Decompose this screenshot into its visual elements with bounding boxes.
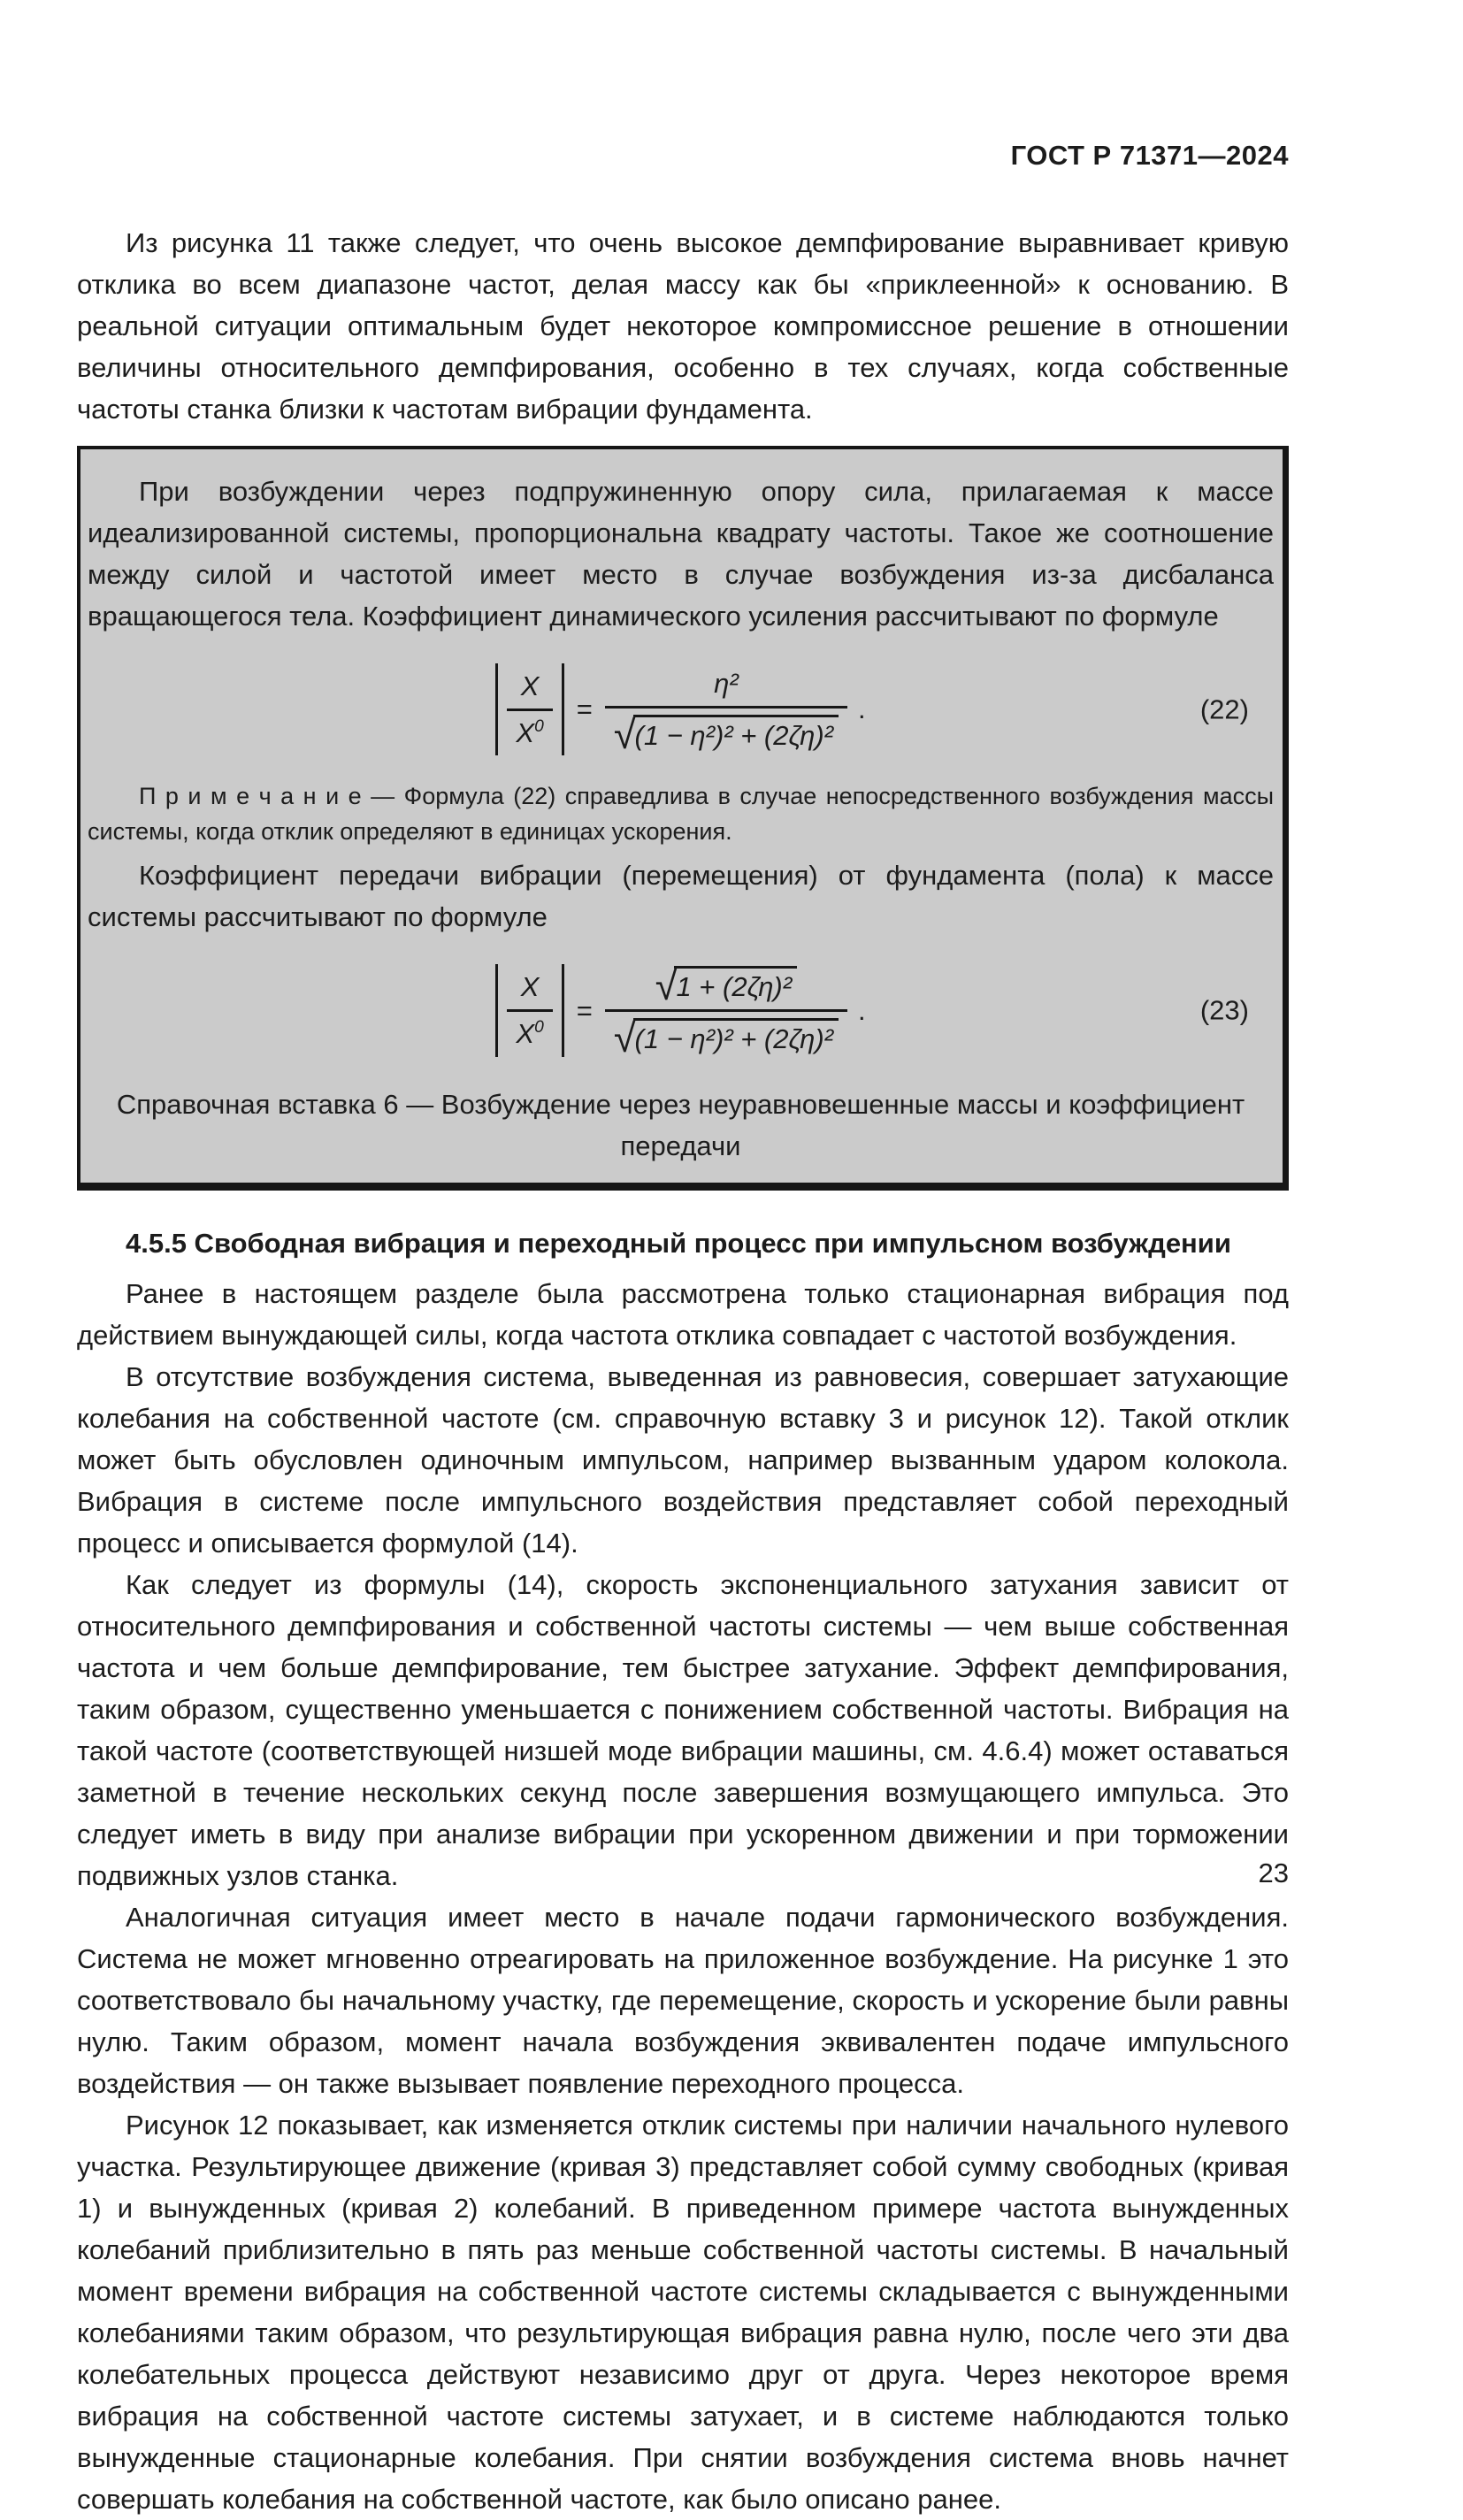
formula-period: . (857, 994, 866, 1026)
lhs-denominator-subscript: 0 (534, 716, 544, 736)
body-paragraph: В отсутствие возбуждения система, выведенная из равновесия, совершает затухающие колебания на собственной частоте (см. справочную вставку 3 и рисунок 12). Такой отклик может быть обусловлен одиночным импульсом, например вызванным ударом колокола. Вибрация в системе после импульсного воздействия представляет собой переходный процесс и описывается формулой (14). (77, 1360, 1289, 1559)
absolute-value-bars (495, 663, 563, 755)
equals-sign: = (576, 994, 593, 1026)
info-box-paragraph-2: Коэффициент передачи вибрации (перемещения) от фундамента (пола) к массе системы рассчитывают по формуле (88, 860, 1274, 933)
formula-23 (88, 963, 1274, 1061)
lhs-denominator (507, 709, 552, 749)
formula-22 (88, 663, 1274, 755)
lhs-denominator-symbol: X (516, 716, 535, 748)
document-code-header: ГОСТ Р 71371—2024 (1010, 140, 1289, 171)
body-paragraph: Как следует из формулы (14), скорость экспоненциального затухания зависит от относительного демпфирования и собственной частоты системы — чем выше собственная частота и чем больше демпфирование, тем быстрее затухание. Эффект демпфирования, таким образом, существенно уменьшается с понижением собственной частоты. Вибрация на такой частоте (соответствующей низшей моде вибрации машины, см. 4.6.4) может оставаться заметной в течение нескольких секунд после завершения возмущающего импульса. Это следует иметь в виду при анализе вибрации при ускоренном движении и при торможении подвижных узлов станка. (77, 1568, 1289, 1891)
formula-23-expression (88, 963, 1274, 1061)
lhs-fraction (507, 670, 552, 748)
body-paragraph: Рисунок 12 показывает, как изменяется отклик системы при наличии начального нулевого участка. Результирующее движение (кривая 3) представляет собой сумму свободных (кривая 1) и вынужденных (кривая 2) колебаний. В приведенном примере частота вынужденных колебаний приблизительно в пять раз меньше собственной частоты системы. В начальный момент времени вибрация на собственной частоте системы складывается с вынужденными колебаниями таким образом, что результирующая вибрация равна нулю, после чего эти два колебательных процесса действуют независимо друг от друга. Через некоторое время вибрация на собственной частоте системы затухает, и в системе наблюдаются только вынужденные стационарные колебания. При снятии возбуждения система вновь начнет совершать колебания на собственной частоте, как было описано ранее. (77, 2109, 1289, 2515)
rhs-fraction (605, 668, 847, 757)
formula-22-expression (88, 663, 1274, 755)
rhs-denominator (605, 706, 847, 757)
formula-period: . (857, 693, 866, 725)
lhs-denominator-subscript: 0 (534, 1017, 544, 1037)
body-paragraph: Аналогичная ситуация имеет место в начале подачи гармонического возбуждения. Система не может мгновенно отреагировать на приложенное возбуждение. На рисунке 1 это соответствовало бы начальному участку, где перемещение, скорость и ускорение были равны нулю. Таким образом, момент начала возбуждения эквивалентен подаче импульсного воздействия — он также вызывает появление переходного процесса. (77, 1901, 1289, 2099)
equation-number-22: (22) (1199, 693, 1249, 725)
page-content (77, 0, 1289, 2520)
equals-sign: = (576, 693, 593, 725)
rhs-numerator (647, 963, 806, 1009)
lhs-denominator-symbol: X (516, 1017, 535, 1049)
square-root (613, 711, 839, 757)
lhs-fraction (507, 971, 552, 1049)
equation-number-23: (23) (1199, 994, 1249, 1026)
body-paragraph: Ранее в настоящем разделе была рассмотрена только стационарная вибрация под действием вынуждающей силы, когда частота отклика совпадает с частотой возбуждения. (77, 1277, 1289, 1351)
radicand: (1 − η²)² + (2ζη)² (633, 1018, 839, 1055)
square-root (613, 1015, 839, 1061)
note-text: П р и м е ч а н и е — Формула (22) справедлива в случае непосредственного возбуждения массы системы, когда отклик определяют в единицах ускорения. (88, 783, 1274, 846)
rhs-numerator: η² (714, 668, 739, 699)
radical-sign: √ (613, 711, 636, 757)
rhs-denominator (605, 1009, 847, 1061)
radicand: 1 + (2ζη)² (674, 966, 797, 1003)
rhs-fraction (605, 963, 847, 1061)
section-heading-4-5-5: 4.5.5 Свободная вибрация и переходный процесс при импульсном возбуждении (126, 1227, 1231, 1259)
info-box-paragraph-1: При возбуждении через подпружиненную опору сила, прилагаемая к массе идеализированной системы, пропорциональна квадрату частоты. Такое же соотношение между силой и частотой имеет место в случае возбуждения из-за дисбаланса вращающегося тела. Коэффициент динамического усиления рассчитывают по формуле (88, 476, 1274, 632)
radical-sign: √ (613, 1015, 636, 1061)
lhs-denominator (507, 1009, 552, 1050)
radical-sign: √ (655, 963, 678, 1009)
radicand: (1 − η²)² + (2ζη)² (633, 715, 839, 752)
info-box (77, 446, 1289, 1191)
intro-paragraph: Из рисунка 11 также следует, что очень высокое демпфирование выравнивает кривую отклика во всем диапазоне частот, делая массу как бы «приклеенной» к основанию. В реальной ситуации оптимальным будет некоторое компромиссное решение в отношении величины относительного демпфирования, особенно в тех случаях, когда собственные частоты станка близки к частотам вибрации фундамента. (77, 227, 1289, 425)
absolute-value-bars (495, 964, 563, 1056)
info-box-caption: Справочная вставка 6 — Возбуждение через неуравновешенные массы и коэффициент передачи (116, 1088, 1245, 1161)
page-number: 23 (1258, 1857, 1289, 1888)
lhs-numerator: X (520, 971, 540, 1003)
square-root (655, 963, 797, 1009)
lhs-numerator: X (520, 670, 540, 701)
